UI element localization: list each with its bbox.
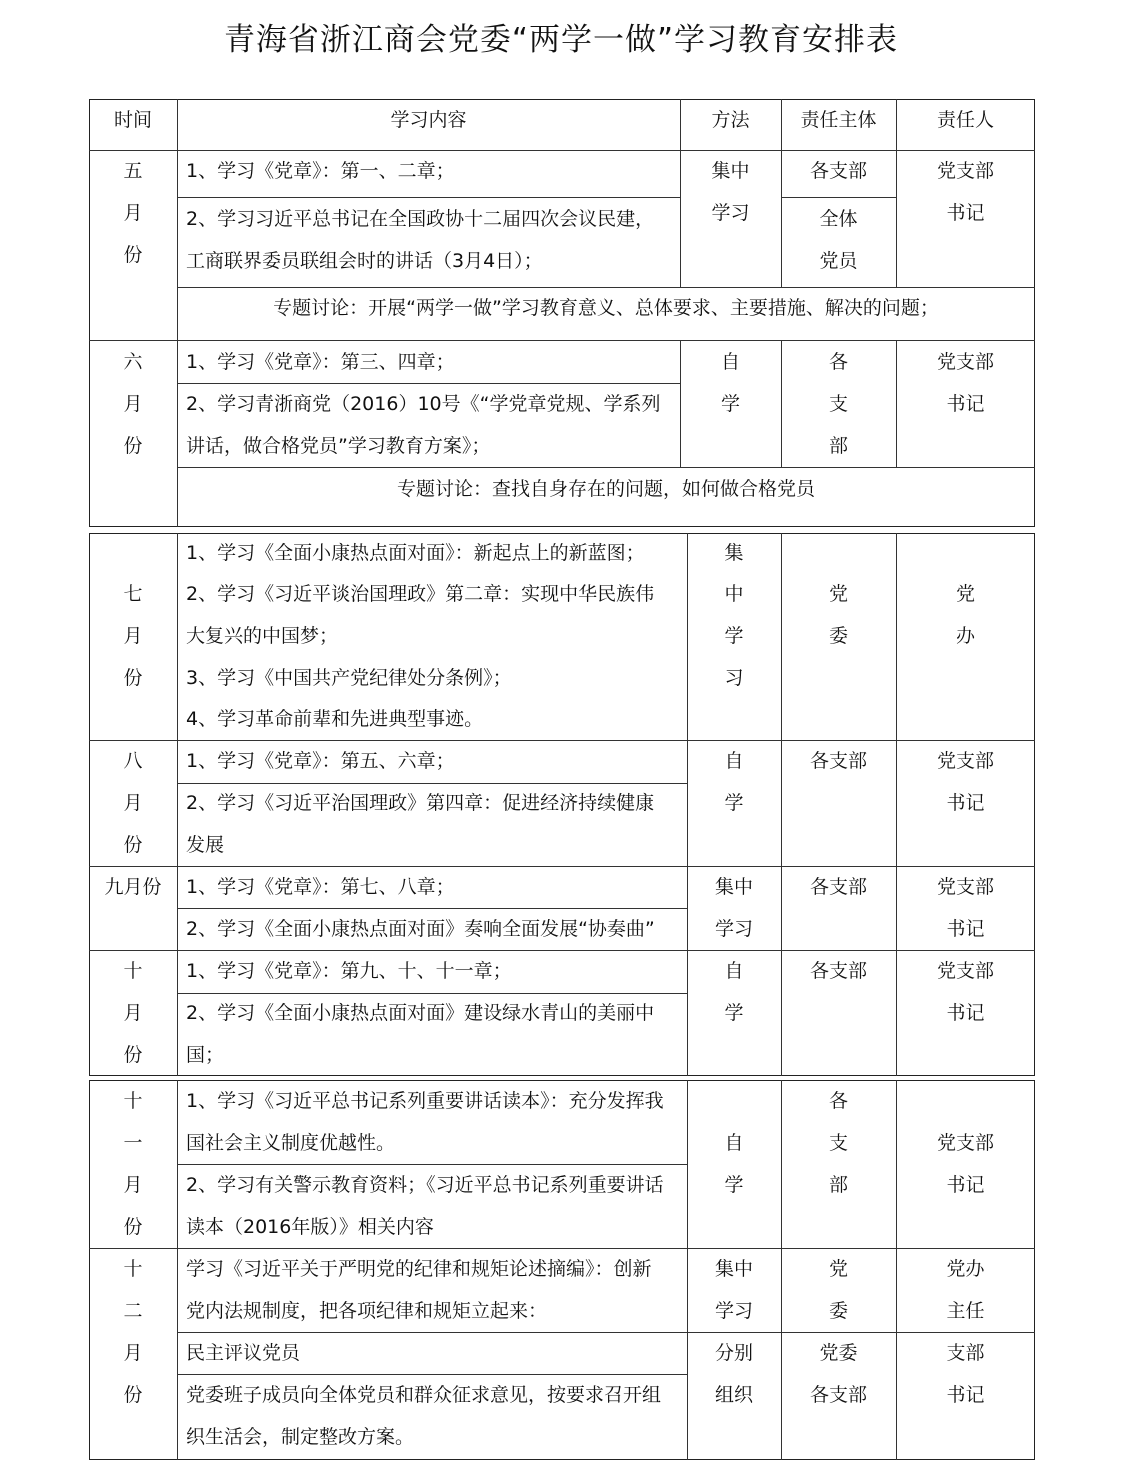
june-month-1: 六 xyxy=(123,351,143,373)
dec-method2-2: 组织 xyxy=(714,1384,753,1406)
oct-content-2b: 国； xyxy=(186,1044,225,1066)
dec-method1-2: 学习 xyxy=(714,1300,753,1322)
dec-person1-2: 主任 xyxy=(946,1300,985,1322)
may-subject-1: 各支部 xyxy=(809,160,867,182)
may-month-2: 月 xyxy=(123,202,143,224)
may-month-3: 份 xyxy=(123,244,143,266)
nov-month-2: 一 xyxy=(123,1132,143,1154)
dec-content-3a: 党委班子成员向全体党员和群众征求意见，按要求召开组 xyxy=(186,1384,662,1406)
may-topic: 专题讨论：开展“两学一做”学习教育意义、总体要求、主要措施、解决的问题； xyxy=(273,297,939,319)
aug-person-1: 党支部 xyxy=(936,750,994,772)
aug-content-2a: 2、学习《习近平治国理政》第四章：促进经济持续健康 xyxy=(186,792,655,814)
nov-content-1b: 国社会主义制度优越性。 xyxy=(186,1132,396,1154)
dec-subject2-1: 党委 xyxy=(819,1342,858,1364)
dec-person2-2: 书记 xyxy=(946,1384,985,1406)
july-method-1: 集 xyxy=(724,542,744,564)
july-subject-2: 委 xyxy=(828,625,848,647)
dec-person1-1: 党办 xyxy=(946,1258,985,1280)
aug-content-1: 1、学习《党章》：第五、六章； xyxy=(186,750,455,772)
oct-content-1: 1、学习《党章》：第九、十、十一章； xyxy=(186,960,512,982)
june-person-1: 党支部 xyxy=(936,351,994,373)
dec-person2-1: 支部 xyxy=(946,1342,985,1364)
june-content-2b: 讲话，做合格党员”学习教育方案》； xyxy=(186,435,491,457)
july-person-2: 办 xyxy=(955,625,975,647)
dec-month-4: 份 xyxy=(123,1384,143,1406)
june-subject-1: 各 xyxy=(828,351,848,373)
july-month-1: 七 xyxy=(123,583,143,605)
nov-person-2: 书记 xyxy=(946,1174,985,1196)
june-month-2: 月 xyxy=(123,393,143,415)
june-content-1: 1、学习《党章》：第三、四章； xyxy=(186,351,455,373)
june-method-1: 自 xyxy=(720,351,740,373)
header-method: 方法 xyxy=(711,109,750,131)
oct-month-3: 份 xyxy=(123,1044,143,1066)
may-method-1: 集中 xyxy=(711,160,750,182)
header-time: 时间 xyxy=(113,109,152,131)
july-person-1: 党 xyxy=(955,583,975,605)
oct-subject: 各支部 xyxy=(809,960,867,982)
nov-month-3: 月 xyxy=(123,1174,143,1196)
dec-content-1b: 党内法规制度，把各项纪律和规矩立起来： xyxy=(186,1300,548,1322)
header-subject: 责任主体 xyxy=(800,109,877,131)
oct-month-2: 月 xyxy=(123,1002,143,1024)
nov-content-2b: 读本（2016年版）》相关内容 xyxy=(186,1216,434,1238)
may-content-1: 1、学习《党章》：第一、二章； xyxy=(186,160,455,182)
may-person-1: 党支部 xyxy=(936,160,994,182)
sep-subject: 各支部 xyxy=(809,876,867,898)
may-content-2b: 工商联界委员联组会时的讲话（3月4日）； xyxy=(186,250,543,272)
july-method-2: 中 xyxy=(724,583,744,605)
aug-subject: 各支部 xyxy=(809,750,867,772)
june-topic: 专题讨论：查找自身存在的问题，如何做合格党员 xyxy=(396,478,815,500)
oct-person-1: 党支部 xyxy=(936,960,994,982)
nov-month-4: 份 xyxy=(123,1216,143,1238)
may-subject-2b: 党员 xyxy=(819,250,858,272)
dec-content-2: 民主评议党员 xyxy=(186,1342,301,1364)
dec-month-2: 二 xyxy=(123,1300,143,1322)
sep-month: 九月份 xyxy=(104,876,162,898)
july-method-3: 学 xyxy=(724,625,744,647)
dec-method2-1: 分别 xyxy=(714,1342,753,1364)
oct-person-2: 书记 xyxy=(946,1002,985,1024)
nov-content-1a: 1、学习《习近平总书记系列重要讲话读本》：充分发挥我 xyxy=(186,1090,664,1112)
aug-person-2: 书记 xyxy=(946,792,985,814)
oct-method-1: 自 xyxy=(724,960,744,982)
may-month-1: 五 xyxy=(123,160,143,182)
july-method-4: 习 xyxy=(724,667,744,689)
header-content: 学习内容 xyxy=(390,109,467,131)
dec-month-1: 十 xyxy=(123,1258,143,1280)
sep-person-2: 书记 xyxy=(946,918,985,940)
may-content-2a: 2、学习习近平总书记在全国政协十二届四次会议民建， xyxy=(186,208,655,230)
sep-method-1: 集中 xyxy=(714,876,753,898)
july-month-3: 份 xyxy=(123,667,143,689)
nov-month-1: 十 xyxy=(123,1090,143,1112)
june-person-2: 书记 xyxy=(946,393,985,415)
aug-month-3: 份 xyxy=(123,834,143,856)
dec-content-3b: 织生活会，制定整改方案。 xyxy=(186,1426,415,1448)
sep-method-2: 学习 xyxy=(714,918,753,940)
july-month-2: 月 xyxy=(123,625,143,647)
dec-method1-1: 集中 xyxy=(714,1258,753,1280)
july-content-2b: 大复兴的中国梦； xyxy=(186,625,339,647)
aug-content-2b: 发展 xyxy=(186,834,225,856)
dec-content-1a: 学习《习近平关于严明党的纪律和规矩论述摘编》：创新 xyxy=(186,1258,652,1280)
aug-method-1: 自 xyxy=(724,750,744,772)
nov-method-2: 学 xyxy=(724,1174,744,1196)
page-title: 青海省浙江商会党委“两学一做”学习教育安排表 xyxy=(223,22,899,58)
oct-content-2a: 2、学习《全面小康热点面对面》建设绿水青山的美丽中 xyxy=(186,1002,655,1024)
dec-month-3: 月 xyxy=(123,1342,143,1364)
may-method-2: 学习 xyxy=(711,202,750,224)
june-subject-3: 部 xyxy=(828,435,848,457)
june-month-3: 份 xyxy=(123,435,143,457)
nov-subject-3: 部 xyxy=(828,1174,848,1196)
july-subject-1: 党 xyxy=(828,583,848,605)
dec-subject1-2: 委 xyxy=(828,1300,848,1322)
july-content-3: 3、学习《中国共产党纪律处分条例》； xyxy=(186,667,512,689)
aug-method-2: 学 xyxy=(724,792,744,814)
may-subject-2a: 全体 xyxy=(819,208,858,230)
june-method-2: 学 xyxy=(720,393,740,415)
nov-person-1: 党支部 xyxy=(936,1132,994,1154)
july-content-2a: 2、学习《习近平谈治国理政》第二章：实现中华民族伟 xyxy=(186,583,655,605)
nov-subject-1: 各 xyxy=(828,1090,848,1112)
oct-month-1: 十 xyxy=(123,960,143,982)
sep-content-1: 1、学习《党章》：第七、八章； xyxy=(186,876,455,898)
sep-person-1: 党支部 xyxy=(936,876,994,898)
aug-month-1: 八 xyxy=(123,750,143,772)
dec-subject1-1: 党 xyxy=(828,1258,848,1280)
july-content-1: 1、学习《全面小康热点面对面》：新起点上的新蓝图； xyxy=(186,542,645,564)
nov-method-1: 自 xyxy=(724,1132,744,1154)
june-content-2a: 2、学习青浙商党（2016）10号《“学党章党规、学系列 xyxy=(186,393,661,415)
july-content-4: 4、学习革命前辈和先进典型事迹。 xyxy=(186,708,484,730)
aug-month-2: 月 xyxy=(123,792,143,814)
nov-subject-2: 支 xyxy=(828,1132,848,1154)
nov-content-2a: 2、学习有关警示教育资料；《习近平总书记系列重要讲话 xyxy=(186,1174,664,1196)
oct-method-2: 学 xyxy=(724,1002,744,1024)
dec-subject2-2: 各支部 xyxy=(809,1384,867,1406)
june-subject-2: 支 xyxy=(828,393,848,415)
may-person-2: 书记 xyxy=(946,202,985,224)
sep-content-2: 2、学习《全面小康热点面对面》奏响全面发展“协奏曲” xyxy=(186,918,655,940)
header-person: 责任人 xyxy=(936,109,994,131)
